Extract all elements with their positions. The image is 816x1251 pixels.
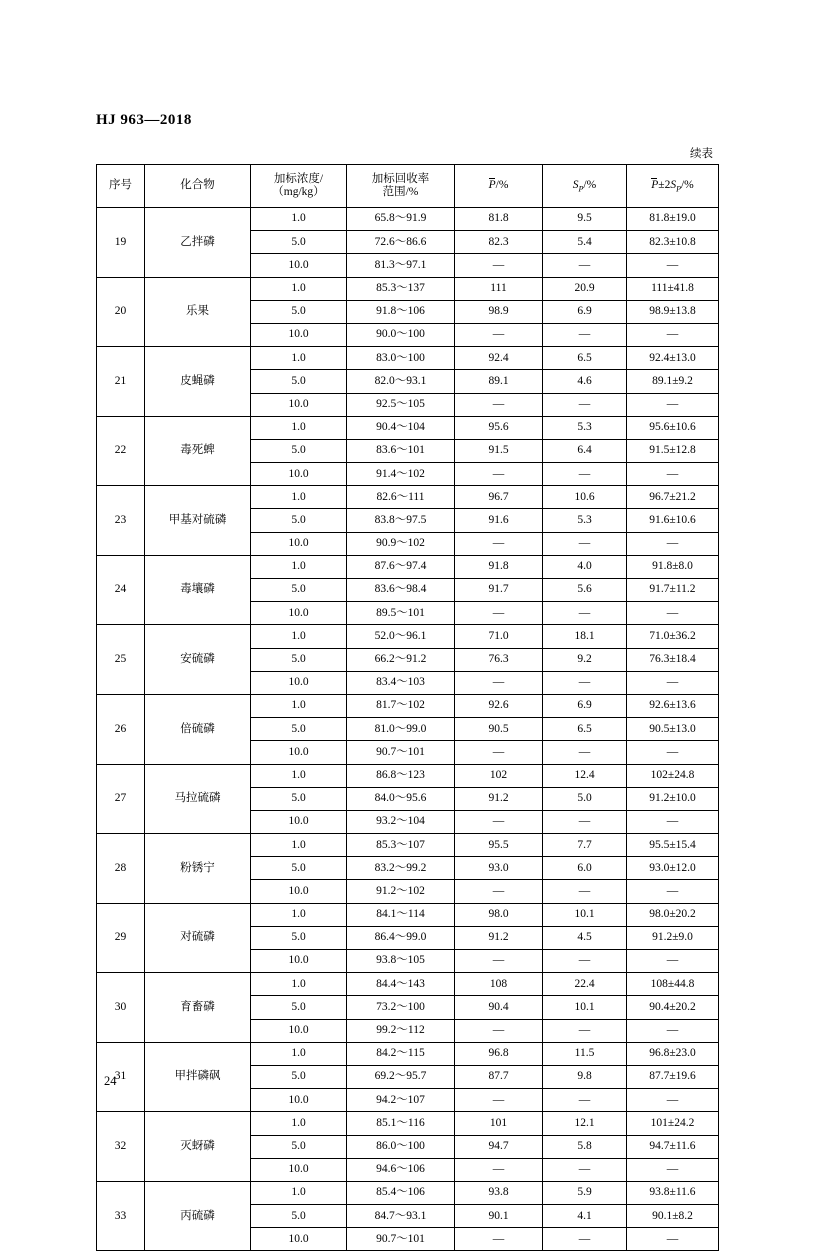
cell-std-dev: 7.7 [543, 834, 627, 857]
cell-mean-plus-minus: 82.3±10.8 [627, 231, 719, 254]
cell-recovery-range: 83.6～98.4 [347, 579, 455, 602]
cell-mean-plus-minus: 92.6±13.6 [627, 694, 719, 717]
cell-mean-recovery: 95.5 [455, 834, 543, 857]
cell-concentration: 1.0 [251, 1042, 347, 1065]
cell-mean-recovery: 93.8 [455, 1181, 543, 1204]
cell-concentration: 10.0 [251, 1158, 347, 1181]
cell-mean-recovery: 91.2 [455, 926, 543, 949]
cell-no: 29 [97, 903, 145, 973]
cell-mean-plus-minus: — [627, 532, 719, 555]
cell-mean-recovery: — [455, 463, 543, 486]
cell-std-dev: 5.9 [543, 1181, 627, 1204]
cell-mean-plus-minus: 89.1±9.2 [627, 370, 719, 393]
cell-concentration: 5.0 [251, 579, 347, 602]
cell-mean-recovery: 96.7 [455, 486, 543, 509]
header-recovery-range-line1: 加标回收率 [371, 172, 430, 185]
cell-std-dev: — [543, 671, 627, 694]
cell-std-dev: — [543, 1089, 627, 1112]
cell-mean-recovery: — [455, 602, 543, 625]
cell-std-dev: 6.9 [543, 694, 627, 717]
cell-recovery-range: 65.8～91.9 [347, 208, 455, 231]
cell-concentration: 5.0 [251, 231, 347, 254]
cell-mean-recovery: — [455, 532, 543, 555]
cell-concentration: 5.0 [251, 1135, 347, 1158]
cell-std-dev: 4.6 [543, 370, 627, 393]
recovery-data-table [96, 164, 719, 1251]
cell-concentration: 1.0 [251, 973, 347, 996]
cell-concentration: 1.0 [251, 277, 347, 300]
cell-no: 26 [97, 694, 145, 764]
cell-concentration: 5.0 [251, 1065, 347, 1088]
table-row [97, 347, 719, 370]
cell-recovery-range: 83.4～103 [347, 671, 455, 694]
cell-mean-plus-minus: — [627, 1158, 719, 1181]
cell-mean-recovery: 111 [455, 277, 543, 300]
cell-std-dev: — [543, 463, 627, 486]
cell-mean-plus-minus: 93.0±12.0 [627, 857, 719, 880]
cell-recovery-range: 90.4～104 [347, 416, 455, 439]
cell-recovery-range: 83.2～99.2 [347, 857, 455, 880]
cell-concentration: 1.0 [251, 1112, 347, 1135]
cell-recovery-range: 82.0～93.1 [347, 370, 455, 393]
header-std-unit: /% [583, 178, 597, 191]
table-row [97, 277, 719, 300]
cell-concentration: 10.0 [251, 463, 347, 486]
cell-concentration: 5.0 [251, 1205, 347, 1228]
cell-std-dev: 5.0 [543, 787, 627, 810]
cell-recovery-range: 91.4～102 [347, 463, 455, 486]
cell-std-dev: — [543, 950, 627, 973]
cell-mean-recovery: 91.5 [455, 439, 543, 462]
cell-mean-recovery: 91.6 [455, 509, 543, 532]
cell-concentration: 10.0 [251, 393, 347, 416]
cell-recovery-range: 90.0～100 [347, 323, 455, 346]
cell-recovery-range: 73.2～100 [347, 996, 455, 1019]
cell-mean-plus-minus: — [627, 323, 719, 346]
standard-id: HJ 963—2018 [96, 112, 192, 128]
cell-mean-recovery: — [455, 1228, 543, 1251]
cell-mean-plus-minus: 98.9±13.8 [627, 300, 719, 323]
cell-mean-plus-minus: 81.8±19.0 [627, 208, 719, 231]
cell-mean-recovery: — [455, 1089, 543, 1112]
cell-concentration: 5.0 [251, 648, 347, 671]
cell-mean-plus-minus: 87.7±19.6 [627, 1065, 719, 1088]
cell-mean-recovery: 71.0 [455, 625, 543, 648]
cell-mean-recovery: — [455, 393, 543, 416]
cell-concentration: 1.0 [251, 834, 347, 857]
cell-concentration: 10.0 [251, 671, 347, 694]
cell-mean-plus-minus: 96.7±21.2 [627, 486, 719, 509]
cell-std-dev: 10.1 [543, 996, 627, 1019]
cell-mean-recovery: — [455, 741, 543, 764]
cell-std-dev: 6.5 [543, 718, 627, 741]
cell-mean-recovery: 82.3 [455, 231, 543, 254]
cell-recovery-range: 52.0～96.1 [347, 625, 455, 648]
cell-no: 31 [97, 1042, 145, 1112]
table-row [97, 694, 719, 717]
cell-compound: 乐果 [145, 277, 251, 347]
cell-std-dev: 12.4 [543, 764, 627, 787]
header-pm-subscript: P [676, 184, 681, 194]
cell-std-dev: 5.4 [543, 231, 627, 254]
cell-no: 32 [97, 1112, 145, 1182]
table-header-row [97, 165, 719, 208]
cell-concentration: 5.0 [251, 300, 347, 323]
cell-mean-recovery: 91.7 [455, 579, 543, 602]
cell-recovery-range: 83.8～97.5 [347, 509, 455, 532]
cell-concentration: 10.0 [251, 532, 347, 555]
cell-compound: 毒死蜱 [145, 416, 251, 486]
cell-recovery-range: 90.9～102 [347, 532, 455, 555]
cell-concentration: 1.0 [251, 694, 347, 717]
cell-recovery-range: 99.2～112 [347, 1019, 455, 1042]
cell-concentration: 1.0 [251, 555, 347, 578]
cell-mean-recovery: — [455, 810, 543, 833]
cell-mean-recovery: 95.6 [455, 416, 543, 439]
cell-concentration: 5.0 [251, 370, 347, 393]
cell-std-dev: 9.5 [543, 208, 627, 231]
cell-recovery-range: 89.5～101 [347, 602, 455, 625]
header-recovery-range [347, 165, 455, 208]
cell-compound: 倍硫磷 [145, 694, 251, 764]
cell-mean-recovery: 92.4 [455, 347, 543, 370]
cell-std-dev: 9.8 [543, 1065, 627, 1088]
cell-mean-recovery: 76.3 [455, 648, 543, 671]
header-compound: 化合物 [145, 165, 251, 208]
cell-no: 33 [97, 1181, 145, 1251]
cell-recovery-range: 84.2～115 [347, 1042, 455, 1065]
cell-concentration: 1.0 [251, 625, 347, 648]
cell-std-dev: — [543, 741, 627, 764]
cell-mean-plus-minus: 98.0±20.2 [627, 903, 719, 926]
cell-std-dev: — [543, 323, 627, 346]
table-row [97, 1042, 719, 1065]
cell-mean-plus-minus: 101±24.2 [627, 1112, 719, 1135]
cell-recovery-range: 90.7～101 [347, 1228, 455, 1251]
cell-mean-plus-minus: 94.7±11.6 [627, 1135, 719, 1158]
cell-recovery-range: 84.4～143 [347, 973, 455, 996]
cell-mean-plus-minus: — [627, 1228, 719, 1251]
cell-no: 22 [97, 416, 145, 486]
cell-recovery-range: 83.0～100 [347, 347, 455, 370]
cell-std-dev: — [543, 393, 627, 416]
cell-mean-plus-minus: — [627, 1089, 719, 1112]
cell-mean-recovery: 91.2 [455, 787, 543, 810]
cell-mean-plus-minus: — [627, 393, 719, 416]
cell-mean-plus-minus: 91.8±8.0 [627, 555, 719, 578]
cell-compound: 马拉硫磷 [145, 764, 251, 834]
table-row [97, 764, 719, 787]
header-pm-mean-symbol: P [651, 178, 659, 191]
cell-std-dev: — [543, 880, 627, 903]
header-pm-std-symbol: S [670, 178, 677, 191]
cell-mean-plus-minus: 91.2±9.0 [627, 926, 719, 949]
table-row [97, 903, 719, 926]
cell-mean-plus-minus: 90.1±8.2 [627, 1205, 719, 1228]
cell-recovery-range: 84.0～95.6 [347, 787, 455, 810]
cell-mean-recovery: 81.8 [455, 208, 543, 231]
cell-mean-plus-minus: 95.5±15.4 [627, 834, 719, 857]
cell-compound: 皮蝇磷 [145, 347, 251, 417]
header-recovery-range-line2: 范围/% [382, 186, 419, 198]
cell-mean-plus-minus: 111±41.8 [627, 277, 719, 300]
cell-mean-plus-minus: — [627, 810, 719, 833]
cell-concentration: 10.0 [251, 1228, 347, 1251]
cell-mean-recovery: 98.0 [455, 903, 543, 926]
cell-std-dev: 11.5 [543, 1042, 627, 1065]
table-body [97, 208, 719, 1251]
header-spike-concentration-line1: 加标浓度/ [273, 172, 324, 185]
cell-concentration: 5.0 [251, 439, 347, 462]
cell-compound: 乙拌磷 [145, 208, 251, 278]
cell-recovery-range: 93.8～105 [347, 950, 455, 973]
cell-no: 27 [97, 764, 145, 834]
cell-concentration: 1.0 [251, 903, 347, 926]
header-std-subscript: P [578, 184, 584, 194]
cell-mean-recovery: 92.6 [455, 694, 543, 717]
cell-mean-plus-minus: 108±44.8 [627, 973, 719, 996]
cell-mean-plus-minus: 91.5±12.8 [627, 439, 719, 462]
cell-mean-plus-minus: 91.2±10.0 [627, 787, 719, 810]
cell-std-dev: 5.8 [543, 1135, 627, 1158]
cell-concentration: 10.0 [251, 950, 347, 973]
table-row [97, 834, 719, 857]
cell-compound: 对硫磷 [145, 903, 251, 973]
header-mean-unit: /% [495, 179, 509, 192]
cell-std-dev: — [543, 810, 627, 833]
table-row [97, 1112, 719, 1135]
cell-std-dev: 5.3 [543, 509, 627, 532]
cell-std-dev: 22.4 [543, 973, 627, 996]
cell-compound: 育畜磷 [145, 973, 251, 1043]
cell-mean-recovery: — [455, 880, 543, 903]
cell-concentration: 5.0 [251, 509, 347, 532]
cell-std-dev: — [543, 1019, 627, 1042]
cell-mean-plus-minus: — [627, 741, 719, 764]
header-spike-concentration [251, 165, 347, 208]
cell-recovery-range: 85.1～116 [347, 1112, 455, 1135]
cell-std-dev: 6.9 [543, 300, 627, 323]
cell-recovery-range: 85.3～137 [347, 277, 455, 300]
cell-recovery-range: 82.6～111 [347, 486, 455, 509]
cell-recovery-range: 91.8～106 [347, 300, 455, 323]
cell-concentration: 1.0 [251, 416, 347, 439]
cell-std-dev: 4.5 [543, 926, 627, 949]
cell-no: 20 [97, 277, 145, 347]
cell-concentration: 1.0 [251, 486, 347, 509]
cell-recovery-range: 91.2～102 [347, 880, 455, 903]
cell-std-dev: 6.0 [543, 857, 627, 880]
cell-recovery-range: 84.1～114 [347, 903, 455, 926]
cell-recovery-range: 92.5～105 [347, 393, 455, 416]
cell-recovery-range: 81.7～102 [347, 694, 455, 717]
cell-no: 30 [97, 973, 145, 1043]
header-std-symbol: S [572, 178, 579, 191]
cell-concentration: 5.0 [251, 996, 347, 1019]
cell-compound: 粉锈宁 [145, 834, 251, 904]
cell-mean-recovery: — [455, 950, 543, 973]
cell-mean-plus-minus: 95.6±10.6 [627, 416, 719, 439]
cell-mean-plus-minus: 90.5±13.0 [627, 718, 719, 741]
cell-mean-recovery: — [455, 671, 543, 694]
cell-std-dev: — [543, 602, 627, 625]
cell-std-dev: — [543, 1158, 627, 1181]
header-std-dev [543, 165, 627, 208]
cell-compound: 甲拌磷砜 [145, 1042, 251, 1112]
header-mean-recovery [455, 165, 543, 208]
cell-compound: 灭蚜磷 [145, 1112, 251, 1182]
cell-concentration: 10.0 [251, 810, 347, 833]
table-row [97, 208, 719, 231]
cell-recovery-range: 93.2～104 [347, 810, 455, 833]
cell-concentration: 5.0 [251, 926, 347, 949]
table-row [97, 416, 719, 439]
table-row [97, 1181, 719, 1204]
cell-mean-recovery: 108 [455, 973, 543, 996]
cell-mean-plus-minus: 76.3±18.4 [627, 648, 719, 671]
cell-recovery-range: 85.4～106 [347, 1181, 455, 1204]
cell-concentration: 5.0 [251, 787, 347, 810]
cell-compound: 甲基对硫磷 [145, 486, 251, 556]
cell-compound: 毒壤磷 [145, 555, 251, 625]
table-row [97, 555, 719, 578]
cell-std-dev: 4.1 [543, 1205, 627, 1228]
cell-concentration: 5.0 [251, 718, 347, 741]
cell-concentration: 1.0 [251, 764, 347, 787]
cell-mean-recovery: — [455, 323, 543, 346]
cell-mean-plus-minus: — [627, 671, 719, 694]
cell-compound: 安硫磷 [145, 625, 251, 695]
cell-mean-plus-minus: — [627, 880, 719, 903]
cell-std-dev: 6.4 [543, 439, 627, 462]
header-pm-unit: /% [680, 178, 694, 191]
cell-compound: 丙硫磷 [145, 1181, 251, 1251]
cell-concentration: 1.0 [251, 1181, 347, 1204]
cell-recovery-range: 94.6～106 [347, 1158, 455, 1181]
cell-std-dev: 18.1 [543, 625, 627, 648]
cell-std-dev: — [543, 254, 627, 277]
cell-concentration: 10.0 [251, 602, 347, 625]
cell-mean-recovery: 91.8 [455, 555, 543, 578]
cell-mean-recovery: 96.8 [455, 1042, 543, 1065]
cell-concentration: 5.0 [251, 857, 347, 880]
cell-mean-plus-minus: — [627, 602, 719, 625]
cell-std-dev: 5.6 [543, 579, 627, 602]
cell-recovery-range: 81.0～99.0 [347, 718, 455, 741]
cell-mean-plus-minus: 96.8±23.0 [627, 1042, 719, 1065]
cell-recovery-range: 86.0～100 [347, 1135, 455, 1158]
cell-mean-plus-minus: 90.4±20.2 [627, 996, 719, 1019]
header-pm-operator: ±2 [658, 178, 671, 191]
cell-concentration: 10.0 [251, 1019, 347, 1042]
cell-no: 24 [97, 555, 145, 625]
cell-std-dev: 4.0 [543, 555, 627, 578]
cell-mean-plus-minus: — [627, 254, 719, 277]
cell-recovery-range: 87.6～97.4 [347, 555, 455, 578]
cell-std-dev: 9.2 [543, 648, 627, 671]
table-row [97, 486, 719, 509]
cell-concentration: 10.0 [251, 323, 347, 346]
cell-concentration: 10.0 [251, 741, 347, 764]
cell-mean-recovery: — [455, 1019, 543, 1042]
cell-concentration: 10.0 [251, 1089, 347, 1112]
cell-recovery-range: 86.4～99.0 [347, 926, 455, 949]
continued-table-label: 续表 [690, 146, 713, 160]
cell-no: 28 [97, 834, 145, 904]
cell-std-dev: — [543, 532, 627, 555]
cell-mean-plus-minus: 91.7±11.2 [627, 579, 719, 602]
cell-concentration: 10.0 [251, 254, 347, 277]
cell-no: 19 [97, 208, 145, 278]
cell-std-dev: 10.6 [543, 486, 627, 509]
cell-mean-recovery: 90.5 [455, 718, 543, 741]
cell-recovery-range: 86.8～123 [347, 764, 455, 787]
cell-no: 21 [97, 347, 145, 417]
page-number: 24 [104, 1074, 117, 1088]
cell-mean-recovery: 94.7 [455, 1135, 543, 1158]
cell-concentration: 1.0 [251, 347, 347, 370]
header-mean-symbol: P [488, 179, 496, 192]
cell-mean-plus-minus: — [627, 950, 719, 973]
cell-recovery-range: 84.7～93.1 [347, 1205, 455, 1228]
cell-recovery-range: 83.6～101 [347, 439, 455, 462]
cell-recovery-range: 90.7～101 [347, 741, 455, 764]
cell-std-dev: 6.5 [543, 347, 627, 370]
cell-mean-plus-minus: 92.4±13.0 [627, 347, 719, 370]
cell-mean-recovery: 101 [455, 1112, 543, 1135]
cell-mean-plus-minus: — [627, 463, 719, 486]
cell-mean-recovery: 87.7 [455, 1065, 543, 1088]
cell-recovery-range: 69.2～95.7 [347, 1065, 455, 1088]
cell-mean-recovery: — [455, 1158, 543, 1181]
cell-std-dev: — [543, 1228, 627, 1251]
cell-std-dev: 10.1 [543, 903, 627, 926]
cell-std-dev: 5.3 [543, 416, 627, 439]
cell-std-dev: 12.1 [543, 1112, 627, 1135]
cell-mean-recovery: — [455, 254, 543, 277]
cell-no: 25 [97, 625, 145, 695]
cell-recovery-range: 85.3～107 [347, 834, 455, 857]
cell-mean-recovery: 89.1 [455, 370, 543, 393]
cell-mean-recovery: 90.4 [455, 996, 543, 1019]
header-mean-plus-minus [627, 165, 719, 208]
cell-mean-plus-minus: — [627, 1019, 719, 1042]
cell-std-dev: 20.9 [543, 277, 627, 300]
table-row [97, 625, 719, 648]
cell-mean-recovery: 93.0 [455, 857, 543, 880]
cell-mean-recovery: 98.9 [455, 300, 543, 323]
cell-recovery-range: 94.2～107 [347, 1089, 455, 1112]
cell-mean-recovery: 90.1 [455, 1205, 543, 1228]
cell-mean-plus-minus: 71.0±36.2 [627, 625, 719, 648]
cell-concentration: 1.0 [251, 208, 347, 231]
table-row [97, 973, 719, 996]
cell-recovery-range: 66.2～91.2 [347, 648, 455, 671]
cell-concentration: 10.0 [251, 880, 347, 903]
cell-recovery-range: 72.6～86.6 [347, 231, 455, 254]
cell-no: 23 [97, 486, 145, 556]
cell-mean-recovery: 102 [455, 764, 543, 787]
header-no: 序号 [97, 165, 145, 208]
header-spike-concentration-line2: （mg/kg） [272, 186, 325, 198]
cell-mean-plus-minus: 102±24.8 [627, 764, 719, 787]
cell-mean-plus-minus: 93.8±11.6 [627, 1181, 719, 1204]
cell-recovery-range: 81.3～97.1 [347, 254, 455, 277]
cell-mean-plus-minus: 91.6±10.6 [627, 509, 719, 532]
